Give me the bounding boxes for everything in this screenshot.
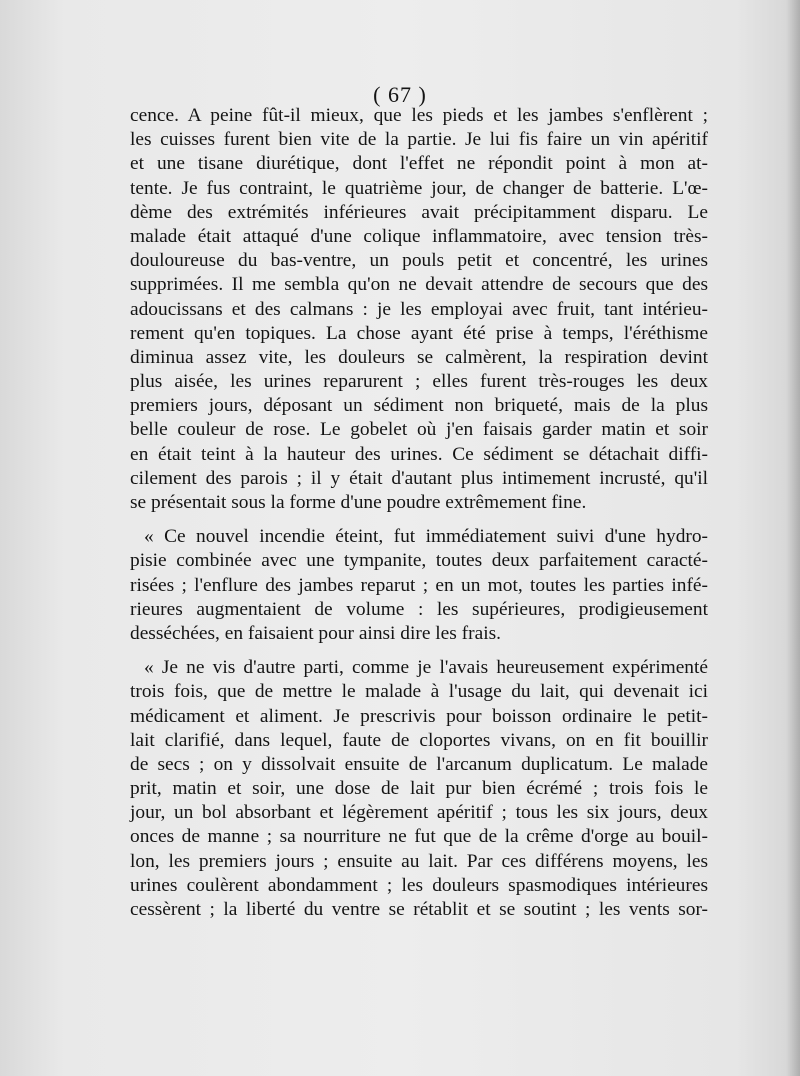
paragraph: [130, 525, 708, 646]
text-line: premiers jours, déposant un sédiment non briqueté, mais de la plus: [130, 395, 708, 417]
text-line: desséchées, en faisaient pour ainsi dire les frais.: [130, 622, 501, 644]
text-line: dème des extrémités inférieures avait précipitamment disparu. Le: [130, 201, 708, 223]
text-line: lait clarifié, dans lequel, faute de cloportes vivans, on en fit bouillir: [130, 729, 708, 751]
text-line: tente. Je fus contraint, le quatrième jour, de changer de batterie. L'œ-: [130, 177, 708, 199]
text-line: rieures augmentaient de volume : les supérieures, prodigieusement: [130, 598, 708, 620]
text-line: risées ; l'enflure des jambes reparut ; en un mot, toutes les parties infé-: [130, 574, 708, 596]
text-line: de secs ; on y dissolvait ensuite de l'arcanum duplicatum. Le malade: [130, 753, 708, 775]
text-line: douloureuse du bas-ventre, un pouls petit et concentré, les urines: [130, 250, 708, 272]
text-line: lon, les premiers jours ; ensuite au lait. Par ces différens moyens, les: [130, 850, 708, 872]
page-edge-shadow: [786, 0, 800, 1076]
body-text: [130, 104, 708, 922]
text-line: urines coulèrent abondamment ; les douleurs spasmodiques intérieures: [130, 874, 708, 896]
text-line: cessèrent ; la liberté du ventre se rétablit et se soutint ; les vents sor-: [130, 899, 708, 920]
text-line: belle couleur de rose. Le gobelet où j'en faisais garder matin et soir: [130, 419, 708, 441]
text-line: pisie combinée avec une tympanite, toutes deux parfaitement caracté-: [130, 550, 708, 572]
text-line: adoucissans et des calmans : je les employai avec fruit, tant intérieu-: [130, 298, 708, 320]
text-line: onces de manne ; sa nourriture ne fut que de la crême d'orge au bouil-: [130, 826, 708, 848]
text-line: malade était attaqué d'une colique inflammatoire, avec tension très-: [130, 225, 708, 247]
paragraph-gap: [130, 646, 708, 656]
text-line: médicament et aliment. Je prescrivis pour boisson ordinaire le petit-: [130, 705, 708, 727]
text-line: cilement des parois ; il y était d'autant plus intimement incrusté, qu'il: [130, 467, 708, 489]
text-line: diminua assez vite, les douleurs se calmèrent, la respiration devint: [130, 346, 708, 368]
text-line: jour, un bol absorbant et légèrement apéritif ; tous les six jours, deux: [130, 802, 708, 824]
paragraph-gap: [130, 515, 708, 525]
text-line: rement qu'en topiques. La chose ayant été prise à temps, l'éréthisme: [130, 322, 708, 344]
text-line: se présentait sous la forme d'une poudre extrêmement fine.: [130, 492, 587, 513]
text-line: plus aisée, les urines reparurent ; elles furent très-rouges les deux: [130, 371, 708, 393]
page-number: ( 67 ): [373, 82, 427, 107]
text-line: « Je ne vis d'autre parti, comme je l'avais heureusement expérimenté: [144, 657, 708, 679]
text-line: cence. A peine fût-il mieux, que les pieds et les jambes s'enflèrent ;: [130, 105, 708, 126]
text-line: en était teint à la hauteur des urines. Ce sédiment se détachait diffi-: [130, 443, 708, 465]
text-line: et une tisane diurétique, dont l'effet ne répondit point à mon at-: [130, 153, 708, 175]
paragraph: [130, 104, 708, 515]
text-line: trois fois, que de mettre le malade à l'usage du lait, qui devenait ici: [130, 681, 708, 703]
paragraph: [130, 656, 708, 922]
text-line: prit, matin et soir, une dose de lait pur bien écrémé ; trois fois le: [130, 778, 708, 800]
text-line: les cuisses furent bien vite de la partie. Je lui fis faire un vin apéritif: [130, 129, 708, 151]
text-line: supprimées. Il me sembla qu'on ne devait attendre de secours que des: [130, 274, 708, 296]
text-line: « Ce nouvel incendie éteint, fut immédiatement suivi d'une hydro-: [144, 526, 708, 548]
